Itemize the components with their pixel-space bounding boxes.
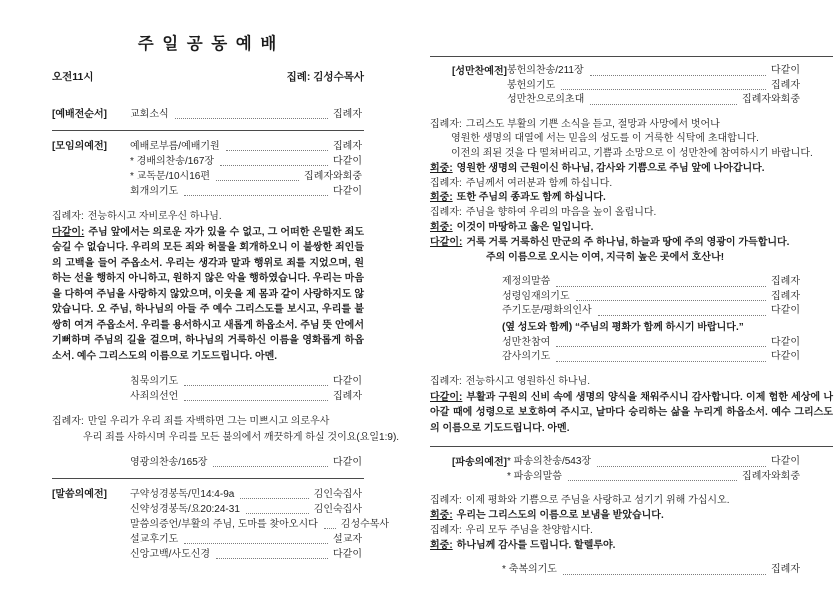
order-item-name: 봉헌의기도 bbox=[506, 79, 556, 91]
speaker-label: 다같이: bbox=[430, 391, 463, 403]
order-item-name: 감사의기도 bbox=[502, 351, 551, 363]
order-item bbox=[130, 502, 362, 517]
order-item bbox=[502, 275, 800, 290]
order-list bbox=[507, 64, 833, 108]
order-item-role: 김인숙집사 bbox=[313, 504, 362, 515]
order-item-name: 성령임재의기도 bbox=[502, 290, 570, 302]
order-item-name: 성만찬으로의초대 bbox=[506, 94, 585, 105]
dotted-leader bbox=[561, 89, 766, 90]
order-sublist bbox=[502, 336, 800, 365]
order-item-name: * 파송의말씀 bbox=[506, 470, 562, 482]
speaker-label: 집례자: bbox=[430, 118, 462, 130]
order-item-role: 설교자 bbox=[333, 534, 362, 545]
order-item-role: 다같이 bbox=[333, 376, 362, 387]
dotted-leader bbox=[563, 574, 766, 575]
dialogue-line bbox=[52, 209, 364, 225]
dialogue-line bbox=[430, 509, 833, 524]
order-item bbox=[130, 374, 362, 389]
order-item-role: 집례자 bbox=[771, 276, 800, 288]
order-item-name: 교회소식 bbox=[130, 109, 169, 120]
speaker-label: 다같이: bbox=[52, 226, 85, 238]
order-item-role: 다같이 bbox=[771, 456, 800, 468]
order-item bbox=[130, 517, 390, 532]
dialogue-line bbox=[430, 221, 833, 236]
order-item bbox=[130, 184, 362, 199]
divider bbox=[52, 130, 364, 131]
speaker-label: 집례자: bbox=[430, 177, 462, 189]
dotted-leader bbox=[216, 558, 328, 559]
speaker-label: 집례자: bbox=[430, 524, 462, 536]
order-item bbox=[130, 389, 362, 404]
speaker-label: 회중: bbox=[430, 510, 453, 522]
section-benediction bbox=[430, 563, 833, 578]
order-item-role: 집례자 bbox=[333, 141, 362, 152]
order-item bbox=[502, 350, 800, 365]
section-pre-service bbox=[52, 107, 364, 122]
dialogue-continuation bbox=[52, 430, 400, 446]
dotted-leader bbox=[590, 104, 737, 105]
order-item bbox=[130, 139, 362, 154]
order-item-role: 다같이 bbox=[333, 457, 362, 468]
dotted-leader bbox=[597, 466, 766, 467]
order-item bbox=[502, 563, 800, 578]
dotted-leader bbox=[576, 300, 766, 301]
dialogue-text: 우리는 그리스도의 이름으로 보냄을 받았습니다. bbox=[456, 510, 664, 522]
dialogue-text: 이것이 마땅하고 옳은 일입니다. bbox=[456, 222, 594, 234]
dotted-leader bbox=[213, 466, 328, 467]
order-item-role: 다같이 bbox=[333, 186, 362, 197]
dialogue-text: 거룩 거룩 거룩하신 만군의 주 하나님, 하늘과 땅에 주의 영광이 가득합니다. bbox=[466, 236, 790, 248]
divider bbox=[430, 56, 833, 57]
section-header: [모임의예전] bbox=[52, 141, 107, 152]
order-item bbox=[130, 169, 362, 184]
order-item-role: 김인숙집사 bbox=[313, 489, 362, 500]
dotted-leader bbox=[246, 513, 309, 514]
section-communion-table bbox=[430, 275, 833, 365]
dialogue-text: 주의 이름으로 오시는 이여, 지극히 높은 곳에서 호산나! bbox=[486, 251, 725, 263]
order-item-role: 다같이 bbox=[333, 156, 362, 167]
section-gathering bbox=[52, 139, 364, 199]
section-header: [성만찬예전] bbox=[452, 66, 507, 77]
section-header: [파송의예전] bbox=[452, 457, 507, 469]
dialogue-line bbox=[430, 191, 833, 206]
dialogue-text: 주님을 향하여 우리의 마음을 높이 올립니다. bbox=[465, 207, 657, 219]
order-item-name: * 경배의찬송/167장 bbox=[130, 156, 215, 167]
order-item bbox=[507, 79, 800, 94]
dotted-leader bbox=[216, 180, 299, 181]
communion-invitation-dialogue bbox=[430, 118, 833, 266]
dotted-leader bbox=[568, 480, 737, 481]
order-item-role: 집례자 bbox=[771, 564, 800, 576]
page-title: 주 일 공 동 예 배 bbox=[137, 35, 279, 53]
order-item bbox=[130, 154, 362, 169]
dotted-leader bbox=[556, 346, 766, 347]
section-word bbox=[52, 487, 390, 562]
order-item-name: 침묵의기도 bbox=[130, 376, 179, 387]
order-item bbox=[130, 547, 362, 562]
dismissal-dialogue bbox=[430, 494, 833, 553]
service-time: 오전11시 bbox=[52, 71, 94, 83]
order-item-name: 설교후기도 bbox=[130, 534, 179, 545]
order-item-role: 다같이 bbox=[771, 336, 800, 348]
dialogue-text: 그리스도 부활의 기쁜 소식을 듣고, 절망과 사망에서 벗어나 bbox=[465, 118, 720, 130]
order-list bbox=[507, 455, 833, 484]
meta-row bbox=[52, 70, 364, 85]
order-item-name: 영광의찬송/165장 bbox=[130, 457, 208, 468]
order-item-name: 신앙고백/사도신경 bbox=[130, 549, 211, 560]
order-item bbox=[507, 455, 800, 470]
order-item-name: 구약성경봉독/민14:4-9a bbox=[130, 489, 235, 500]
speaker-label: 집례자: bbox=[430, 495, 462, 507]
order-item-role: 집례자와회중 bbox=[742, 470, 800, 482]
order-item-name: 회개의기도 bbox=[130, 186, 179, 197]
order-item-role: 집례자 bbox=[771, 290, 800, 302]
confession-prayer bbox=[52, 209, 364, 364]
dialogue-text: 주님께서 여러분과 함께 하십니다. bbox=[465, 177, 613, 189]
order-item-name: 사죄의선언 bbox=[130, 391, 179, 402]
order-item-role: 집례자와회중 bbox=[304, 171, 362, 182]
order-item-name: * 파송의찬송/543장 bbox=[506, 456, 592, 468]
order-item-name: 성만찬참여 bbox=[502, 336, 551, 348]
dotted-leader bbox=[324, 528, 336, 529]
order-item bbox=[502, 290, 800, 305]
order-item-name: 주기도문/평화의인사 bbox=[502, 305, 592, 317]
order-item bbox=[507, 64, 800, 79]
thanksgiving-prayer bbox=[430, 375, 833, 436]
order-item-role: 다같이 bbox=[771, 305, 800, 317]
order-list bbox=[130, 455, 364, 470]
order-item-role: 다같이 bbox=[333, 549, 362, 560]
dialogue-text: 또한 주님의 종과도 함께 하십니다. bbox=[456, 192, 606, 204]
dialogue-text: 우리 죄를 사하시며 우리를 모든 불의에서 깨끗하게 하실 것이요(요일1:9). bbox=[83, 431, 400, 443]
dialogue-line bbox=[430, 147, 833, 162]
order-sublist bbox=[502, 275, 800, 319]
order-item-role: 집례자 bbox=[771, 79, 800, 91]
dotted-leader bbox=[184, 195, 328, 196]
dialogue-text: 영원한 생명의 근원이신 하나님, 감사와 기쁨으로 주님 앞에 나아갑니다. bbox=[456, 162, 765, 174]
dialogue-text: 전능하시고 자비로우신 하나님. bbox=[87, 211, 222, 222]
speaker-label: 회중: bbox=[430, 539, 453, 551]
dialogue-text: 우리 모두 주님을 찬양합시다. bbox=[465, 524, 593, 536]
order-item-role: 집례자 bbox=[333, 391, 362, 402]
order-item bbox=[130, 532, 362, 547]
order-list bbox=[130, 107, 364, 122]
section-header: [말씀의예전] bbox=[52, 489, 107, 500]
order-item-name: 신약성경봉독/요20:24-31 bbox=[130, 504, 240, 515]
dialogue-line bbox=[430, 118, 833, 133]
dotted-leader bbox=[220, 165, 328, 166]
divider bbox=[52, 478, 364, 479]
dotted-leader bbox=[184, 385, 328, 386]
page-right bbox=[430, 56, 833, 578]
dotted-leader bbox=[556, 361, 766, 362]
dotted-leader bbox=[175, 118, 328, 119]
order-item-name: 제정의말씀 bbox=[502, 276, 551, 288]
dotted-leader bbox=[556, 286, 766, 287]
dialogue-line bbox=[430, 494, 833, 509]
order-list bbox=[130, 487, 390, 562]
order-item-name: 말씀의증언/부활의 주님, 도마를 찾아오시다 bbox=[130, 519, 318, 530]
dialogue-text: 영원한 생명의 대열에 서는 믿음의 성도를 이 거룩한 식탁에 초대합니다. bbox=[451, 133, 759, 145]
dialogue-line bbox=[430, 251, 833, 266]
officiant-name: 집례: 김성수목사 bbox=[286, 71, 364, 83]
dialogue-line bbox=[430, 132, 833, 147]
order-item-name: 예배로부름/예배기원 bbox=[130, 141, 220, 152]
prayer-text: 주님 앞에서는 의로운 자가 있을 수 없고, 그 어떠한 은밀한 죄도 숨길 수 없습니다. 우리의 모든 죄와 허물을 회개하오니 이 불쌍한 죄인들의 고백을 들어 주옵소서. 우리는 생각과 말과 행위로 죄를 지었으며, 원하는 선을 행하지 아니하고, 원하지 않은 악을 행하였습니다. 우리는 마음을 다하여 주님을 사랑하지 않았으며, 이웃을 제 몸과 같이 사랑하지도 않았습니다. 오 주님, 하나님의 아들 주 예수 그리스도를 보시고, 우리를 불쌍히 여겨 주옵소서. 우리를 용서하시고 새롭게 하옵소서. 주님 뜻 안에서 기뻐하며 주님의 길을 걸으며, 하나님의 거룩하신 이름을 영화롭게 하옵소서. 예수 그리스도의 이름으로 기도드립니다. 아멘. bbox=[52, 226, 364, 362]
order-list bbox=[130, 374, 364, 404]
dotted-leader bbox=[184, 400, 328, 401]
absolution-declaration bbox=[52, 414, 400, 445]
speaker-label: 다같이: bbox=[430, 236, 463, 248]
order-list bbox=[130, 139, 364, 199]
dialogue-text: 이제 평화와 기쁨으로 주님을 사랑하고 섬기기 위해 가십시오. bbox=[465, 495, 730, 507]
dotted-leader bbox=[598, 315, 766, 316]
dialogue-line bbox=[430, 375, 833, 390]
speaker-label: 집례자: bbox=[52, 416, 84, 427]
dialogue-text: 만일 우리가 우리 죄를 자백하면 그는 미쁘시고 의로우사 bbox=[87, 416, 330, 427]
dotted-leader bbox=[226, 150, 328, 151]
order-item bbox=[130, 107, 362, 122]
divider bbox=[430, 446, 833, 447]
section-gloria bbox=[52, 455, 364, 470]
page-left bbox=[52, 34, 400, 562]
speaker-label: 회중: bbox=[430, 222, 453, 234]
dialogue-line bbox=[430, 177, 833, 192]
dialogue-line bbox=[430, 236, 833, 251]
dotted-leader bbox=[184, 543, 328, 544]
dialogue-text: 이전의 죄된 것을 다 떨쳐버리고, 기쁨과 소망으로 이 성만찬에 참여하시기 바랍니다. bbox=[451, 148, 813, 160]
speaker-label: 회중: bbox=[430, 162, 453, 174]
dotted-leader bbox=[590, 75, 766, 76]
order-item bbox=[502, 304, 800, 319]
section-communion bbox=[430, 64, 833, 108]
speaker-label: 집례자: bbox=[52, 211, 84, 222]
order-item bbox=[130, 487, 362, 502]
dialogue-text: 하나님께 감사를 드립니다. 할렐루야. bbox=[456, 539, 616, 551]
order-item-name: * 축복의기도 bbox=[502, 564, 557, 576]
dialogue-line bbox=[430, 206, 833, 221]
dotted-leader bbox=[240, 498, 308, 499]
peace-instruction: (옆 성도와 함께) “주님의 평화가 함께 하시기 바랍니다.” bbox=[502, 321, 744, 333]
section-header: [예배전순서] bbox=[52, 109, 107, 120]
order-list bbox=[502, 563, 833, 578]
order-item bbox=[507, 93, 800, 108]
section-sending bbox=[430, 455, 833, 484]
dialogue-line bbox=[430, 524, 833, 539]
congregation-prayer bbox=[52, 225, 364, 365]
order-item-role: 집례자와회중 bbox=[742, 94, 800, 105]
order-list bbox=[502, 275, 833, 365]
order-item-role: 다같이 bbox=[771, 351, 800, 363]
order-item-role: 다같이 bbox=[771, 65, 800, 76]
dialogue-line bbox=[430, 539, 833, 554]
dialogue-text: 전능하시고 영원하신 하나님. bbox=[465, 375, 591, 387]
speaker-label: 집례자: bbox=[430, 375, 462, 387]
order-item bbox=[502, 336, 800, 351]
section-silent-prayer bbox=[52, 374, 364, 404]
order-item-role: 김성수목사 bbox=[340, 519, 390, 530]
dialogue-line bbox=[52, 414, 364, 430]
congregation-prayer bbox=[430, 390, 833, 437]
order-item bbox=[507, 470, 800, 485]
prayer-text: 부활과 구원의 신비 속에 생명의 양식을 채워주시니 감사합니다. 이제 험한 세상에 나아갈 때에 성령으로 보호하여 주시고, 날마다 승리하는 삶을 누리게 하옵소서. 예수 그리스도의 이름으로 기도드립니다. 아멘. bbox=[430, 391, 833, 434]
order-item bbox=[130, 455, 362, 470]
order-item-name: 봉헌의찬송/211장 bbox=[506, 65, 584, 76]
speaker-label: 집례자: bbox=[430, 207, 462, 219]
order-item-role: 집례자 bbox=[333, 109, 362, 120]
speaker-label: 회중: bbox=[430, 192, 453, 204]
dialogue-line bbox=[430, 162, 833, 177]
order-item-name: * 교독문/10시16편 bbox=[130, 171, 210, 182]
